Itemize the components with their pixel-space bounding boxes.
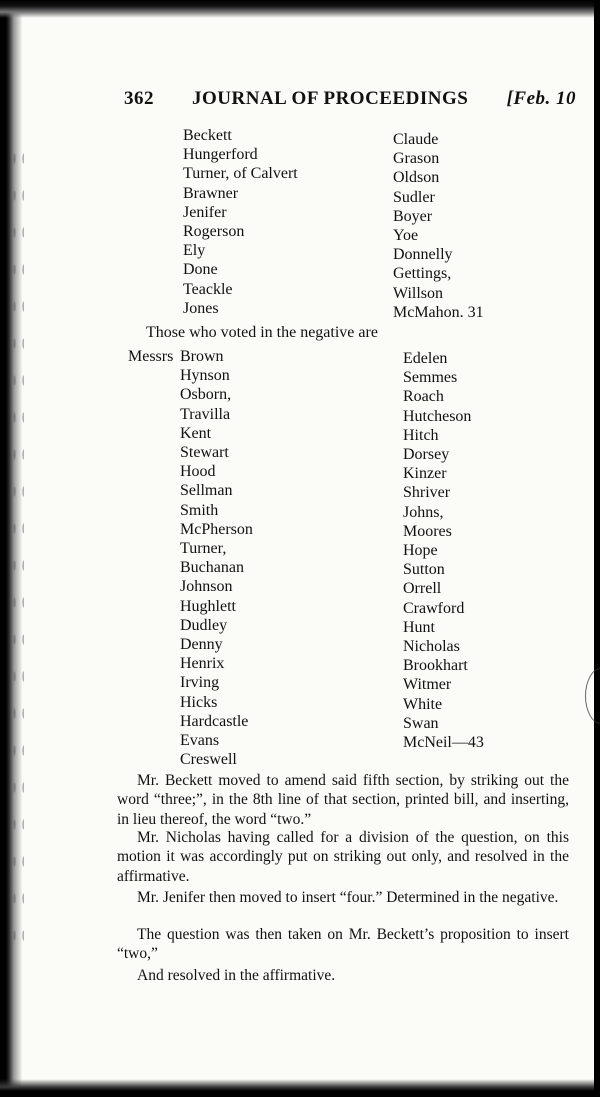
- name-entry: Hunt: [403, 618, 435, 636]
- name-entry: Witmer: [403, 676, 452, 694]
- name-entry: Denny: [180, 636, 223, 654]
- header-date: [Feb. 10: [506, 88, 576, 109]
- affirmative-names-right: [393, 130, 484, 322]
- name-entry: Yoe: [393, 227, 419, 245]
- name-entry: Hungerford: [183, 146, 258, 164]
- name-entry: Beckett: [183, 127, 232, 144]
- name-entry: Oldson: [393, 169, 440, 187]
- name-entry: Brookhart: [403, 657, 468, 675]
- negative-intro: Those who voted in the negative are: [146, 324, 378, 341]
- name-entry: Moores: [403, 522, 452, 540]
- messrs-label: Messrs: [128, 348, 174, 365]
- negative-names-left: [180, 347, 253, 769]
- name-entry: Brown: [180, 348, 224, 365]
- name-entry: Teackle: [183, 280, 233, 298]
- name-entry: Jones: [183, 299, 219, 317]
- name-entry: Sudler: [393, 188, 435, 206]
- name-entry: McMahon. 31: [393, 303, 484, 321]
- name-entry: Shriver: [403, 484, 451, 502]
- name-entry: Done: [183, 261, 218, 279]
- name-entry: Crawford: [403, 599, 465, 617]
- name-entry: Semmes: [403, 369, 458, 387]
- running-title: JOURNAL OF PROCEEDINGS: [192, 88, 469, 109]
- right-scan-edge: [594, 0, 600, 1097]
- name-entry: Donnelly: [393, 246, 453, 264]
- page-header: [124, 88, 576, 118]
- name-entry: Claude: [393, 131, 439, 148]
- name-entry: Hood: [180, 463, 216, 481]
- paragraph-division-question: Mr. Nicholas having called for a division of the question, on this motion it was accordingly put on striking out only, and resolved in the affirmative.: [117, 829, 569, 885]
- name-entry: Edelen: [403, 350, 448, 367]
- name-entry: Irving: [180, 674, 220, 692]
- name-entry: Dorsey: [403, 446, 450, 464]
- name-entry: Kinzer: [403, 465, 447, 483]
- name-entry: Hutcheson: [403, 407, 472, 425]
- name-entry: Buchanan: [180, 559, 244, 577]
- name-entry: Evans: [180, 732, 220, 750]
- name-entry: Creswell: [180, 751, 237, 769]
- paragraph-question-taken: The question was then taken on Mr. Beckett’s proposition to insert “two,”: [117, 926, 569, 963]
- name-entry: Turner,: [180, 540, 227, 558]
- name-entry: Boyer: [393, 207, 433, 225]
- name-entry: Willson: [393, 284, 444, 302]
- name-entry: Johnson: [180, 578, 233, 596]
- name-entry: Travilla: [180, 405, 231, 423]
- name-entry: Dudley: [180, 616, 228, 634]
- name-entry: Orrell: [403, 580, 442, 598]
- name-entry: Swan: [403, 714, 439, 732]
- name-entry: Roach: [403, 388, 444, 406]
- name-entry: Rogerson: [183, 223, 245, 241]
- margin-specks: [10, 140, 24, 960]
- name-entry: Hicks: [180, 693, 218, 711]
- name-entry: Henrix: [180, 655, 225, 673]
- name-entry: Smith: [180, 501, 219, 519]
- name-entry: McNeil—43: [403, 734, 484, 752]
- name-entry: Hughlett: [180, 597, 236, 615]
- name-entry: Stewart: [180, 444, 229, 462]
- name-entry: Turner, of Calvert: [183, 165, 298, 183]
- name-entry: Ely: [183, 242, 206, 260]
- name-entry: Hope: [403, 542, 438, 560]
- name-entry: Osborn,: [180, 386, 232, 404]
- paragraph-resolved: And resolved in the affirmative.: [137, 967, 336, 984]
- name-entry: McPherson: [180, 520, 253, 538]
- page-number: 362: [124, 88, 154, 109]
- negative-names-right: [403, 349, 484, 752]
- top-scan-edge: [0, 0, 600, 18]
- name-entry: Hitch: [403, 426, 439, 444]
- bottom-scan-edge: [0, 1079, 600, 1097]
- name-entry: Sutton: [403, 561, 445, 579]
- name-entry: Jenifer: [183, 203, 227, 221]
- name-entry: Gettings,: [393, 265, 452, 283]
- paragraph-beckett-motion: Mr. Beckett moved to amend said fifth section, by striking out the word “three;”, in the 8th line of that section, printed bill, and inserting, in lieu thereof, the word “two.”: [117, 772, 569, 828]
- affirmative-names-left: [183, 126, 298, 318]
- paragraph-jenifer-motion: Mr. Jenifer then moved to insert “four.” Determined in the negative.: [137, 889, 559, 906]
- name-entry: Sellman: [180, 482, 233, 500]
- name-entry: White: [403, 695, 443, 713]
- name-entry: Grason: [393, 150, 440, 168]
- name-entry: Johns,: [403, 503, 444, 521]
- name-entry: Nicholas: [403, 638, 460, 656]
- name-entry: Hardcastle: [180, 712, 249, 730]
- name-entry: Hynson: [180, 367, 230, 385]
- name-entry: Brawner: [183, 184, 239, 202]
- name-entry: Kent: [180, 424, 212, 442]
